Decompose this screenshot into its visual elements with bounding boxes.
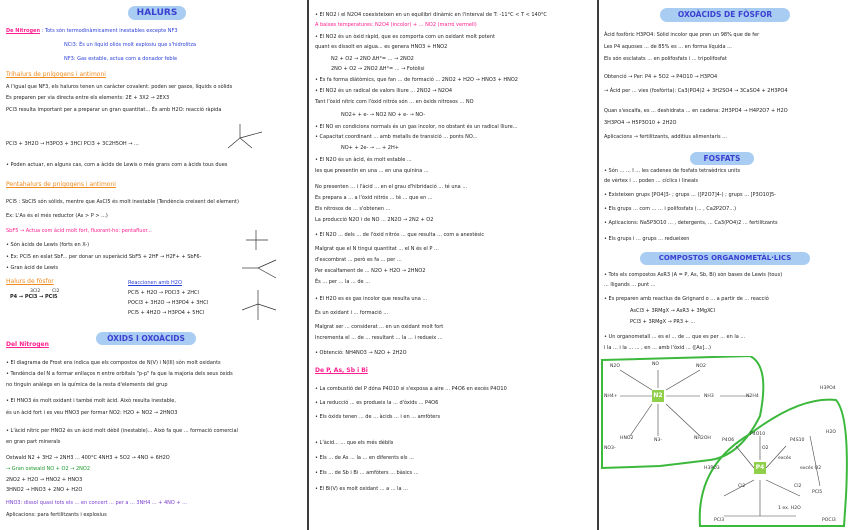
sec2-line: PCl5 : SbCl5 són sòlids, mentre que AsCl5 és molt inestable (Tendència creixent del element) [6, 199, 239, 205]
sec3-line: • El diagrama de Frost ens indica que els compostos de N(V) i N(III) són molt oxidants [6, 360, 221, 366]
sec3-line: • El HNO3 és molt oxidant i també molt àcid. Això resulta inestable, [6, 398, 176, 404]
sec2-right: PCl5 + H2O → POCl3 + 2HCl [128, 290, 199, 296]
intro-line-3: NF3: Gas estable, actua com a donador feble [64, 56, 178, 62]
fosfats-line: • Existeixen grups [PO4]3- ; grups ... ([P2O7]4-) ; grups ... [P3O10]5- [604, 192, 776, 198]
col2-line: d'escombrat ... però es fa ... per ... [315, 257, 402, 263]
n-species: N2H4 [746, 394, 759, 399]
sec2-line: SbF5 → Actua com àcid molt fort, fluorant-ho: pentafluor... [6, 228, 152, 234]
col2-line: • El N2O és un àcid, és molt estable ... [315, 157, 412, 163]
molecule-sketch-1 [210, 118, 280, 158]
organo-line: • Tots els compostos AsR3 (A = P, As, Sb, Bi) són bases de Lewis (tous) [604, 272, 783, 278]
p-edge-label: Cl2 [794, 484, 802, 489]
n-species: NO2 [696, 364, 706, 369]
col2-line: Malgrat que el N tingui quantitat ... el N és el P ... [315, 246, 439, 252]
fosfats-line: • Són ... ... I ... les cadenes de fosfats tetraèdrics units [604, 168, 741, 174]
col2-line: Per escalfament de ... N2O + H2O → 2HNO2 [315, 268, 426, 274]
n2-box: N2 [652, 390, 664, 402]
col2-line: • La combustió del P dóna P4O10 si s'exposa a aire ... P4O6 en excés P4O10 [315, 386, 507, 392]
organo-line: ... lligands ... punt ... [604, 282, 656, 288]
oxoacids-title: OXOÀCIDS DE FÒSFOR [660, 8, 790, 22]
col2-line: Els nitrosos de ... s'obtenen ... [315, 206, 391, 212]
reaction-diagram [600, 356, 848, 530]
sec3-line: en gran part minerals [6, 439, 61, 445]
sec3-line: no tinguin anàlegs en la química de la resta d'elements del grup [6, 382, 168, 388]
col2-line: • El NO en condicions normals és un gas incolor, no obstant és un radical lliure... [315, 124, 518, 130]
fosfats-line: de vèrtex i ... poden ... cíclics i lineals [604, 178, 699, 184]
column-divider [597, 0, 599, 530]
sec2-title: Pentahalurs de pnígogens i antimoni [6, 181, 116, 188]
col3-line: Els són esclatats ... en polifosfats i ... tripolifosfat [604, 56, 727, 62]
col2-line: 2NO + O2 → 2NO2 ΔH°= ... → Fotòlisi [331, 66, 425, 72]
sec1-line: Es preparen per via directa entre els elements: 2E + 3X2 → 2EX3 [6, 95, 170, 101]
fosfats-line: • Els grups ... com ... ... i polifosfats (... , Ca2P2O7...) [604, 206, 737, 212]
n-species: NH4+ [604, 394, 618, 399]
n-species: HNO2 [620, 436, 634, 441]
col2-line: • Capacitat coordinant ... amb metalls de transició ... ponts NO... [315, 134, 478, 140]
col2-section-title: De P, As, Sb i Bi [315, 367, 368, 374]
organometallics-title: COMPOSTOS ORGANOMETÀL·LICS [640, 252, 810, 265]
n-species: NH2OH [694, 436, 711, 441]
reaction-p4: P4 → PCl3 → PCl5 [10, 294, 58, 300]
halurs-title: HALURS [128, 6, 186, 20]
reaction-label: 3Cl2 [30, 289, 41, 294]
col2-line: • Es fa forma diàtòmics, que fan ... de formació ... 2NO2 + H2O → HNO3 + HNO2 [315, 77, 518, 83]
col3-line: Àcid fosfòric H3PO4: Sòlid incolor que pren un 98% que de fer [604, 32, 760, 38]
col2-line: • La reducció ... es produeix la ... d'òxids ... P4O6 [315, 400, 439, 406]
col2-line: És ... per ... la ... de ... [315, 279, 370, 285]
molecule-sketch-2 [236, 220, 296, 340]
col2-line: les que presentin en una ... en una quinina ... [315, 168, 429, 174]
p-species: H3PO4 [820, 386, 836, 391]
sec2-right: Reaccionen amb H2O [128, 280, 182, 286]
col2-line: Incrementa el ... de ... resultant ... la ... i redueix ... [315, 335, 443, 341]
p-species: P4O6 [722, 438, 735, 443]
sec1-line: • Poden actuar, en alguns cas, com a àcids de Lewis o més grans com a àcids tous dues [6, 162, 228, 168]
organo-line: • Un organometall ... es el ... de ... que es per ... en la ... [604, 334, 746, 340]
column-oxids [311, 0, 598, 530]
p-edge-label: excés O2 [800, 466, 822, 471]
col2-line: N2 + O2 → 2NO ΔH°= ... → 2NO2 [331, 56, 414, 62]
n-species: N2O [610, 364, 620, 369]
col2-line: • Els ... de As ... la ... en diferents els ... [315, 455, 414, 461]
p-species: POCl3 [822, 518, 836, 523]
sec1-line: PCl3 + 3H2O → H3PO3 + 3HCl PCl3 + 3C2H5OH → ... [6, 141, 139, 147]
col2-line: És un oxidant i ... formació ... [315, 310, 389, 316]
col2-line: • El H2O es es gas incolor que resulta una ... [315, 296, 428, 302]
p4-box: P4 [754, 462, 766, 474]
organo-line: i la ... i la ... ... , en ... amb l'òxid ... ([As]...) [604, 345, 711, 351]
col2-line: • El Bi(V) es molt oxidant ... a ... la ... [315, 486, 408, 492]
sec2-line: • Ex: PCl5 en eslat SbF... per donar un superàcid SbF5 + 2HF → H2F+ + SbF6- [6, 254, 202, 260]
col2-line: NO2+ + e- → NO2 NO + e- → NO- [341, 112, 426, 118]
p-species: P4S10 [790, 438, 805, 443]
column-fosfor [600, 0, 848, 530]
column-divider [307, 0, 309, 530]
p-species: PCl5 [812, 490, 823, 495]
col3-line: Les P4 aquoses ... de 85% es ... en forma líquida ... [604, 44, 732, 50]
p-species: P4O10 [750, 432, 766, 437]
p-edge-label: Cl2 [738, 484, 746, 489]
sec3-line: Aplicacions: para fertilitzants i explosius [6, 512, 107, 518]
sec2-line: • Gran àcid de Lewis [6, 265, 58, 271]
sec2-right: PCl5 + 4H2O → H3PO4 + 5HCl [128, 310, 205, 316]
col3-line: Obtenció → Per: P4 + 5O2 → P4O10 → H3PO4 [604, 74, 718, 80]
p-species: H3PO3 [704, 466, 720, 471]
n-species: NH3 [704, 394, 714, 399]
p-edge-label: 1 ex. H2O [778, 506, 801, 511]
sec3-line: Ostwald N2 + 3H2 → 2NH3 ... 400°C 4NH3 + 5O2 → 4NO + 6H2O [6, 455, 170, 461]
col2-line: • Obtenció: NH4NO3 → N2O + 2H2O [315, 350, 407, 356]
col2-line: NO+ + 2e- → ... + 2H+ [341, 145, 399, 151]
n-species: N3- [654, 438, 663, 443]
intro-line-2: NCl3: És un líquid oliós molt explosiu que s'hidrolitza [64, 42, 197, 48]
sec2-right: POCl3 + 3H2O → H3PO4 + 3HCl [128, 300, 209, 306]
col2-line: La producció N2O i de NO ... 2N2O → 2N2 + O2 [315, 217, 434, 223]
sec3-line: • L'àcid nítric per HNO2 és un àcid molt dèbil (inestable)... Això fa que ... formació comercial [6, 428, 238, 434]
col2-line: • Els òxids tenen ... de ... àcids ... i en ... amfòters [315, 414, 441, 420]
column-halurs [0, 0, 306, 530]
col3-line: → Àcid per ... vies (fosfòrita): Ca3(PO4)2 + 3H2SO4 → 3CaSO4 + 2H3PO4 [604, 88, 788, 94]
sec1-line: PCl3 resulta important per a preparar un gran quantitat... És amb H2O: reacció ràpida [6, 107, 222, 113]
sec3-line: és un àcid fort i es veu HNO3 per formar NO2: H2O + NO2 → 2HNO3 [6, 410, 178, 416]
organo-line: • Es preparen amb reactius de Grignard o ... a partir de ... reacció [604, 296, 769, 302]
col2-line: • El NO2 i el N2O4 coexisteixen en un equilibri dinàmic en l'interval de T: -11°C < T < 140°C [315, 12, 547, 18]
sec1-line: A l'igual que NF3, els haluros tenen un caràcter covalent: poden ser gasos, líquids o sòlids [6, 84, 233, 90]
organo-line: PCl3 + 3RMgX → PR3 + ... [630, 319, 696, 325]
col2-line: • El NO2 és un radical de valors lliure ... 2NO2 → N2O4 [315, 88, 453, 94]
sec3-line: • Tendència del N a formar enllaços π entre orbitals "p-p" fa que la majoria dels seus òxids [6, 371, 233, 377]
fosfats-line: • Els grups i ... grups ... redueixen [604, 236, 690, 242]
sec3-line: HNO3: dissol quasi tots els ... en concert ... per a ... 3NH4 ... + 4NO + ... [6, 500, 187, 506]
sec1-title: Trihalurs de pnígogens i antimoni [6, 71, 106, 78]
sec3-label: Del Nitrogen [6, 341, 49, 348]
sec2-line: • Són àcids de Lewis (forts en X-) [6, 242, 90, 248]
sec3-line: → Gran ostwald NO + O2 → 2NO2 [6, 466, 91, 472]
n-species: NO [652, 362, 660, 367]
fosfats-title: FOSFATS [690, 152, 754, 165]
col2-line: • El N2O ... dels ... de l'òxid nitrós ... que resulta ... com a anestèsic [315, 232, 485, 238]
sec3-line: 2NO2 + H2O → HNO2 + HNO3 [6, 477, 83, 483]
sec3-line: 3HNO2 → HNO3 + 2NO + H2O [6, 487, 83, 493]
p-edge-label: excés [778, 456, 792, 461]
col2-line: Tant l'òxid nítric com l'òxid nitrós són ... en òxids nitrosos ... NO [315, 99, 474, 105]
col3-line: 3H3PO4 → H5P3O10 + 2H2O [604, 120, 677, 126]
n-species: NO3- [604, 446, 616, 451]
col3-line: Quan s'escalfa, es ... deshidrata ... en cadena: 2H3PO4 → H4P2O7 + H2O [604, 108, 788, 114]
col2-line: quant es dissolt en aigua... es genera HNO3 + HNO2 [315, 44, 448, 50]
col2-line: Malgrat ser ... considerat ... en un oxidant molt fort [315, 324, 444, 330]
col2-line: A baixes temperatures: N2O4 (incolor) + ... NO2 (marró vermell) [315, 22, 477, 28]
col2-line: • Els ... de Sb i Bi ... amfòters ... bàsics ... [315, 470, 419, 476]
sec2-line: Halurs de fòsfor [6, 278, 54, 285]
reaction-label: Cl2 [52, 289, 60, 294]
p-region-outline [700, 400, 847, 526]
intro-line-1: De Nitrogen : Tots són termodinàmicament inestables excepte NF3 [6, 28, 178, 34]
oxids-title: ÒXIDS I OXOÀCIDS [96, 332, 196, 345]
organo-line: AsCl3 + 3RMgX → AsR3 + 3MgXCl [630, 308, 716, 314]
col2-line: Es prepara a ... a l'òxid nitrós ... té ... que en ... [315, 195, 433, 201]
p-edge-label: H2O [826, 430, 836, 435]
fosfats-line: • Aplicacions: Na5P3O10 ... , detergents, ... Ca3(PO4)2 ... fertilitzants [604, 220, 778, 226]
sec2-line: Ex: L'As és el més reductor (As > P > ...) [6, 213, 108, 219]
p-species: PCl3 [714, 518, 725, 523]
col3-line: Aplicacions → fertilitzants, additius alimentaris ... [604, 134, 728, 140]
col2-line: No presenten ... i l'àcid ... en el grau d'hibridació ... té una ... [315, 184, 468, 190]
p-edge-label: O2 [762, 446, 769, 451]
col2-line: • El NO2 és un òxid ràpid, que es comporta com un oxidant molt potent [315, 34, 495, 40]
col2-line: • L'àcid... ... que els més dèbils [315, 440, 394, 446]
